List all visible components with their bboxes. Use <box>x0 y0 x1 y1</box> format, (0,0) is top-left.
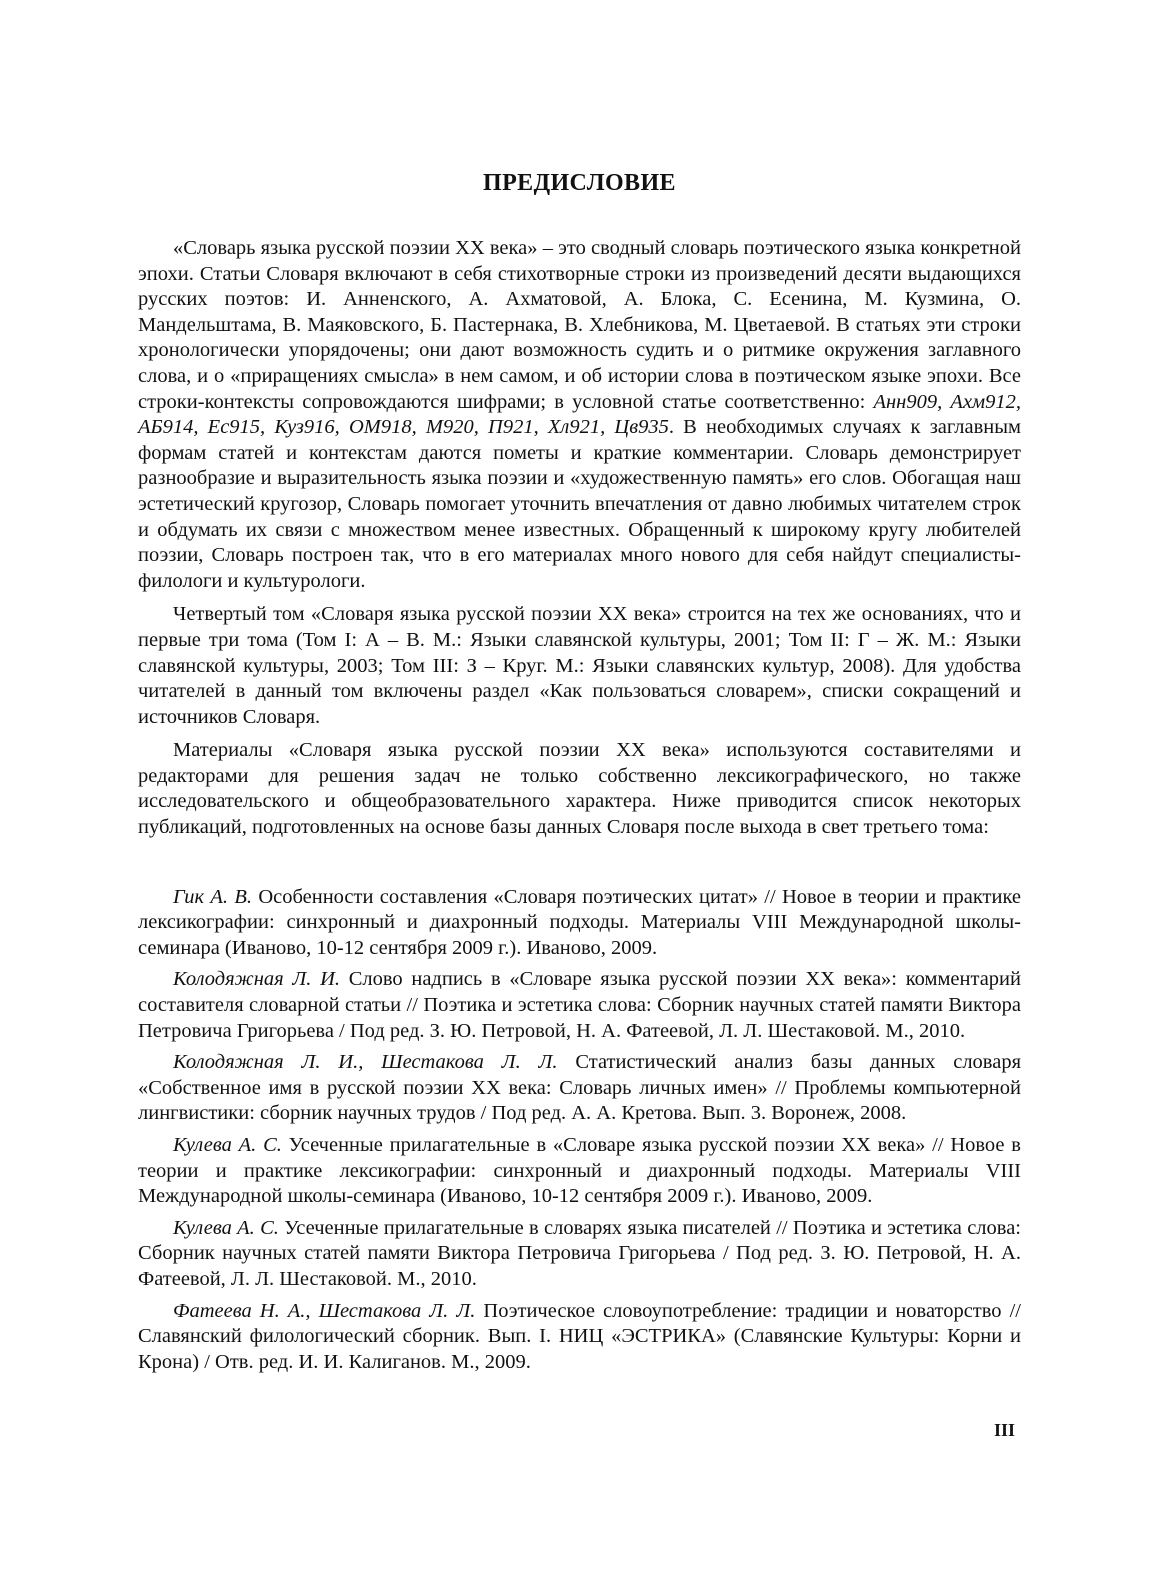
publication-item <box>138 967 1021 1044</box>
paragraph-volume-four: Четвертый том «Словаря языка русской поэзии XX века» строится на тех же основаниях, что и первые три тома (Том I: А – В. М.: Языки славянской культуры, 2001; Том II: Г – Ж. М.: Языки славянской культуры, 2003; Том III: З – Круг. М.: Языки славянских культур, 2008). Для удобства читателей в данный том включены раздел «Как пользоваться словарем», списки сокращений и источников Словаря. <box>138 603 1021 728</box>
publication-text: Слово надпись в «Словаре языка русской поэзии XX века»: комментарий составителя словарной статьи // Поэтика и эстетика слова: Сборник научных статей памяти Виктора Петровича Григорьева / Под ред. З. Ю. Петровой, Н. А. Фатеевой, Л. Л. Шестаковой. М., 2010. <box>138 968 1021 1042</box>
paragraph-intro-lead: «Словарь языка русской поэзии XX века» – это сводный словарь поэтического языка конкретной эпохи. Статьи Словаря включают в себя стихотворные строки из произведений десяти выдающихся русских поэтов: И. Анненского, А. Ахматовой, А. Блока, С. Есенина, М. Кузмина, О. Мандельштама, В. Маяковского, Б. Пастернака, В. Хлебникова, М. Цветаевой. В статьях эти строки хронологически упорядочены; они дают возможность судить и о ритмике окружения заглавного слова, и о «приращениях смысла» в нем самом, и об истории слова в поэтическом языке эпохи. Все строки-контексты сопровождаются шифрами; в условной статье соответственно: <box>138 237 1021 413</box>
publication-authors: Фатеева Н. А., Шестакова Л. Л. <box>173 1299 476 1322</box>
page-number: III <box>994 1420 1016 1440</box>
poet-codes: Анн909, Ахм912, АБ914, Ес915, Куз916, ОМ918, М920, П921, Хл921, Цв935 <box>138 390 1022 439</box>
publication-text: Усеченные прилагательные в «Словаре языка русской поэзии XX века» // Новое в теории и практике лексикографии: синхронный и диахронный подходы. Материалы VIII Международной школы-семинара (Иваново, 10-12 сентября 2009 г.). Иваново, 2009. <box>138 1134 1021 1208</box>
publication-authors: Кулева А. С. <box>173 1134 282 1156</box>
publication-authors: Колодяжная Л. И. <box>173 968 341 991</box>
publication-text: Статистический анализ базы данных словаря «Собственное имя в русской поэзии XX века: Словарь личных имен» // Проблемы компьютерной лингвистики: сборник научных трудов / Под ред. А. А. Кретова. Вып. 3. Воронеж, 2008. <box>138 1051 1021 1125</box>
publication-item <box>138 1133 1021 1210</box>
publication-authors: Колодяжная Л. И., Шестакова Л. Л. <box>173 1051 558 1074</box>
page-title: ПРЕДИСЛОВИЕ <box>483 170 676 196</box>
publication-authors: Кулева А. С. <box>173 1216 279 1239</box>
publication-item <box>138 1050 1021 1127</box>
publication-list <box>138 885 1021 1376</box>
publication-item <box>138 1299 1021 1376</box>
paragraph-materials: Материалы «Словаря языка русской поэзии XX века» используются составителями и редакторами для решения задач не только собственно лексикографического, но также исследовательского и общеобразовательного характера. Ниже приводится список некоторых публикаций, подготовленных на основе базы данных Словаря после выхода в свет третьего тома: <box>138 739 1021 839</box>
publication-item <box>138 1216 1021 1293</box>
publication-text: Особенности составления «Словаря поэтических цитат» // Новое в теории и практике лексикографии: синхронный и диахронный подходы. Материалы VIII Международной школы-семинара (Иваново, 10-12 сентября 2009 г.). Иваново, 2009. <box>138 885 1021 959</box>
page-content <box>138 168 1021 1381</box>
publication-text: Усеченные прилагательные в словарях языка писателей // Поэтика и эстетика слова: Сборник научных статей памяти Виктора Петровича Григорьева / Под ред. З. Ю. Петровой, Н. А. Фатеевой, Л. Л. Шестаковой. М., 2010. <box>138 1216 1021 1290</box>
publication-item <box>138 885 1021 962</box>
publication-authors: Гик А. В. <box>173 885 253 908</box>
paragraph-intro-tail: . В необходимых случаях к заглавным формам статей и контекстам даются пометы и краткие комментарии. Словарь демонстрирует разнообразие и выразительность языка поэзии и «художественную память» его слов. Обогащая наш эстетический кругозор, Словарь помогает уточнить впечатления от давно любимых читателем строк и обдумать их связи с множеством менее известных. Обращенный к широкому кругу любителей поэзии, Словарь построен так, что в его материалах много нового для себя найдут специалисты-филологи и культурологи. <box>138 416 1021 592</box>
paragraph-intro <box>138 236 1021 594</box>
publication-text: Поэтическое словоупотребление: традиции и новаторство // Славянский филологический сборник. Вып. I. НИЦ «ЭСТРИКА» (Славянские Культуры: Корни и Крона) / Отв. ред. И. И. Калиганов. М., 2009. <box>138 1299 1021 1373</box>
